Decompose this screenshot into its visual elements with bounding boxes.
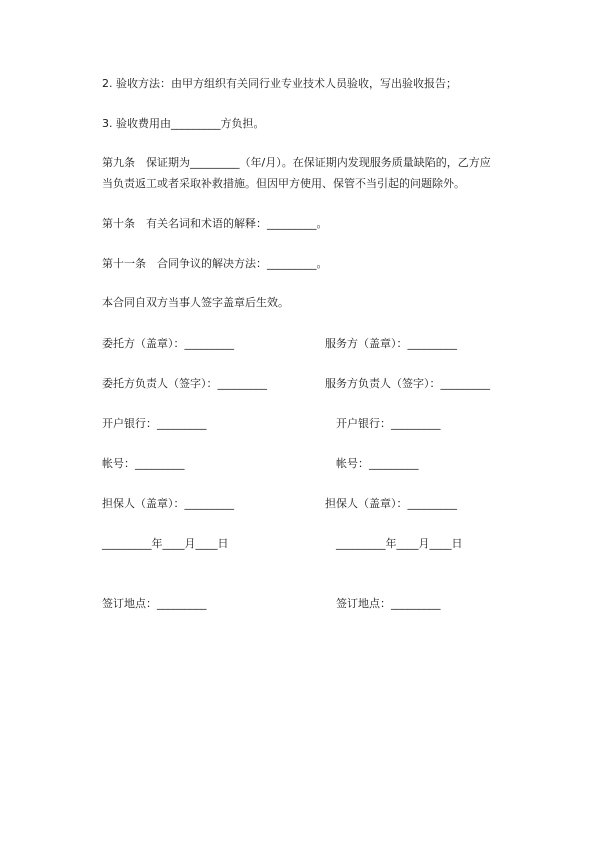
service-sign-date: _________年____月____日 (336, 537, 463, 550)
article-9-line-2: 当负责返工或者采取补救措施。但因甲方使用、保管不当引起的问题除外。 (102, 177, 465, 190)
service-representative-signature: 服务方负责人（签字）：_________ (325, 377, 490, 390)
client-guarantor-seal: 担保人（盖章）：_________ (102, 497, 234, 510)
client-account: 帐号：_________ (102, 457, 185, 470)
article-10: 第十条 有关名词和术语的解释：_________。 (102, 217, 328, 230)
effective-clause: 本合同自双方当事人签字盖章后生效。 (102, 296, 289, 309)
client-sign-place: 签订地点：_________ (102, 597, 207, 610)
acceptance-cost-clause: 3. 验收费用由_________方负担。 (102, 117, 265, 130)
client-sign-date: _________年____月____日 (102, 537, 229, 550)
service-sign-place: 签订地点：_________ (336, 597, 441, 610)
article-9-line-1: 第九条 保证期为_________（年/月）。在保证期内发现服务质量缺陷的，乙方应 (102, 156, 491, 169)
client-party-seal: 委托方（盖章）：_________ (102, 337, 234, 350)
service-party-seal: 服务方（盖章）：_________ (325, 337, 457, 350)
service-account: 帐号：_________ (336, 457, 419, 470)
client-representative-signature: 委托方负责人（签字）：_________ (102, 377, 267, 390)
article-11: 第十一条 合同争议的解决方法：_________。 (102, 257, 328, 270)
service-guarantor-seal: 担保人（盖章）：_________ (325, 497, 457, 510)
client-bank: 开户银行：_________ (102, 417, 207, 430)
acceptance-method-clause: 2. 验收方法：由甲方组织有关同行业专业技术人员验收，写出验收报告； (102, 77, 457, 90)
service-bank: 开户银行：_________ (336, 417, 441, 430)
